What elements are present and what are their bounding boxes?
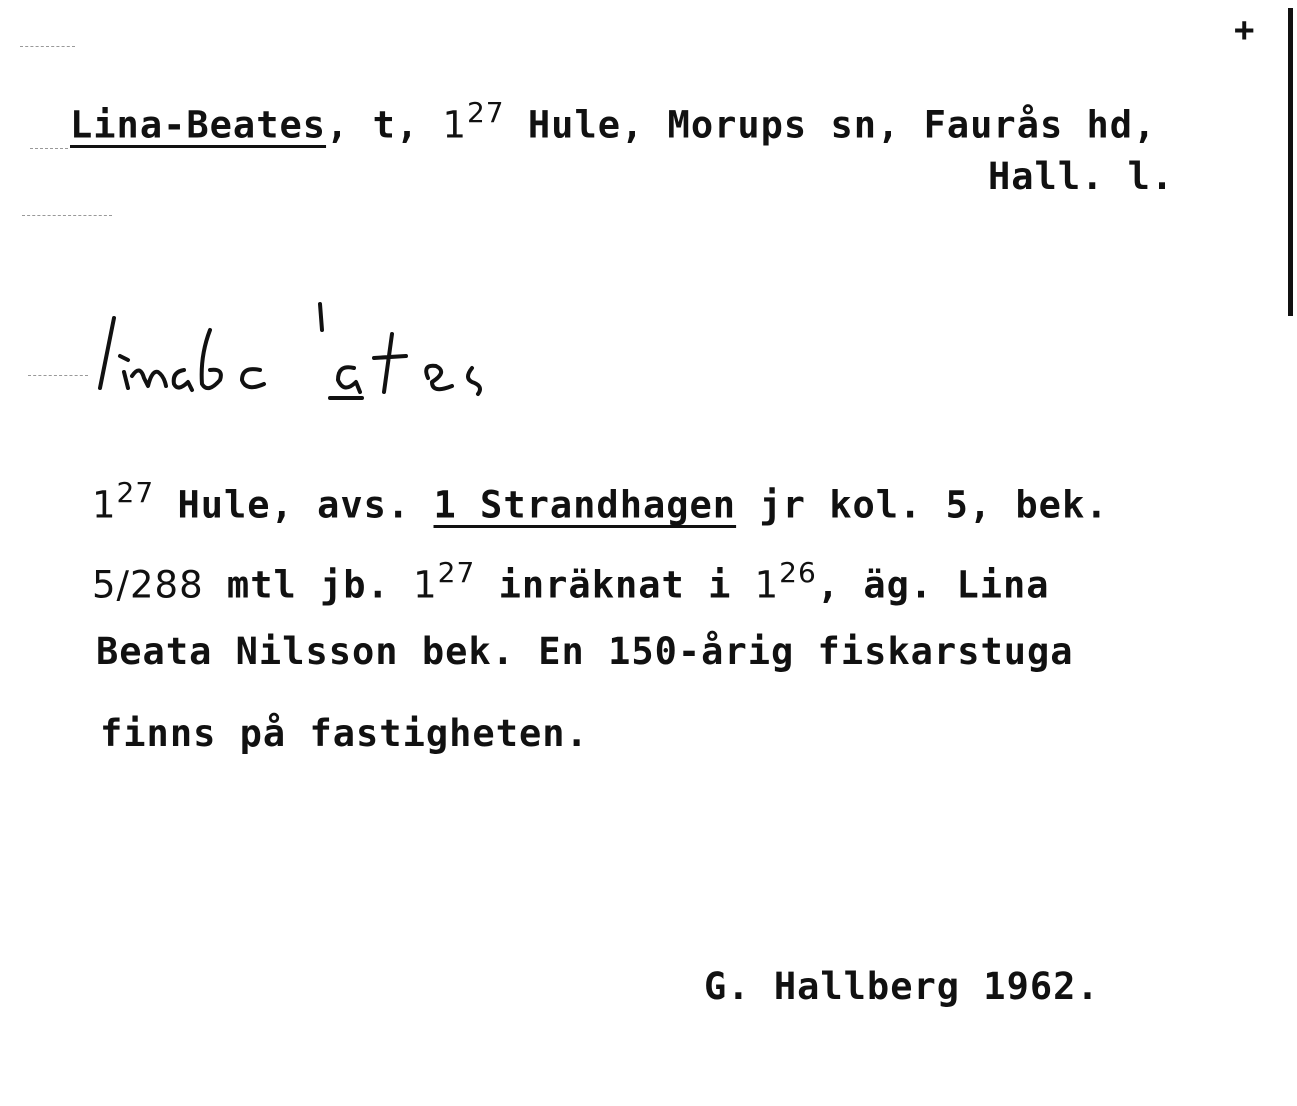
card-title <box>70 98 1156 146</box>
title-text: Hule, Morups sn, Faurås hd, <box>504 103 1157 147</box>
card-title-line2: Hall. l. <box>988 155 1175 198</box>
title-text: , t, <box>326 103 443 147</box>
card-edge <box>1288 8 1293 316</box>
plus-mark-icon: + <box>1234 10 1255 50</box>
body-line-1: $1^{27}$ Hule, avs. 1 Strandhagen jr kol. 5, bek. <box>92 476 1109 527</box>
scan-noise <box>30 148 68 150</box>
body-line-4: finns på fastigheten. <box>100 712 589 755</box>
body-line-3: Beata Nilsson bek. En 150-årig fiskarstuga <box>96 630 1074 673</box>
body-line-2: 5/288 mtl jb. $1^{27}$ inräknat i $1^{26}$, äg. Lina <box>92 556 1050 607</box>
signature: G. Hallberg 1962. <box>704 965 1100 1008</box>
scan-noise <box>28 375 88 377</box>
place-name: Lina-Beates <box>70 103 327 147</box>
scan-noise <box>20 46 75 48</box>
handwritten-annotation <box>92 300 522 410</box>
title-number: 1 <box>442 103 467 147</box>
linked-property: 1 Strandhagen <box>433 483 737 527</box>
scan-noise <box>22 215 112 217</box>
title-superscript: 27 <box>466 96 505 129</box>
